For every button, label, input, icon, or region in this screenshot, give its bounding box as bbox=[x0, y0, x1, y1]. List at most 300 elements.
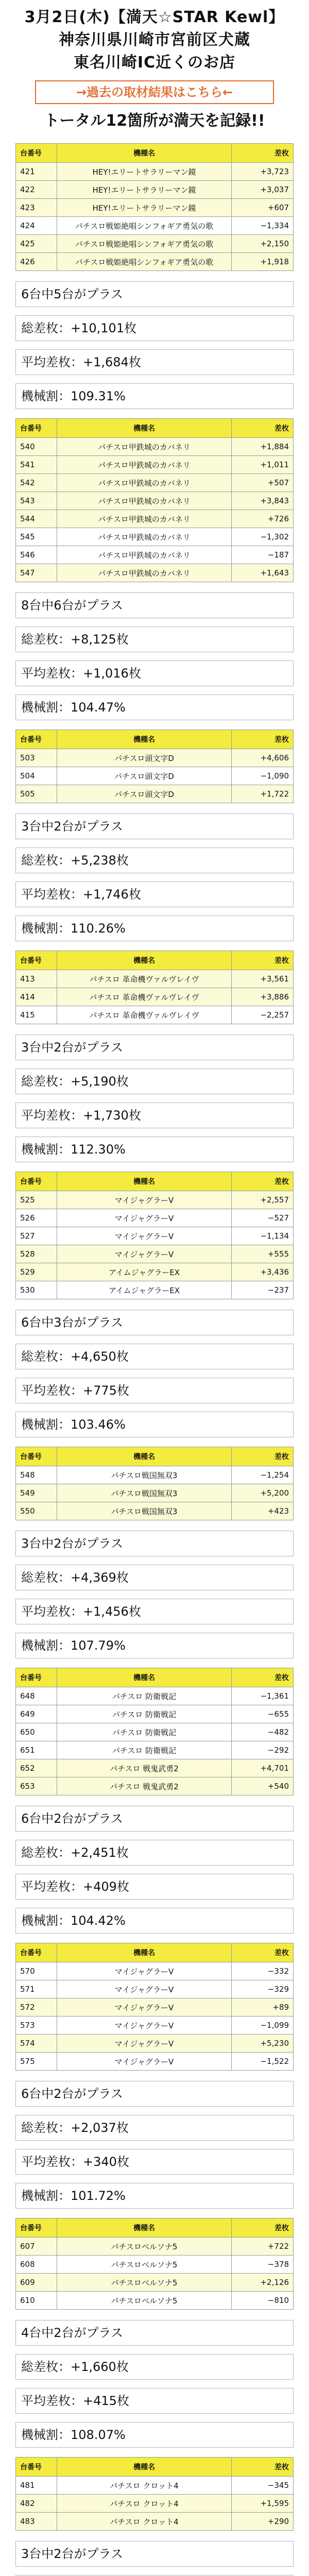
difference-cell: +607 bbox=[232, 199, 294, 217]
total-difference-box: 総差枚：+2,451枚 bbox=[15, 1840, 294, 1866]
model-cell: パチスロ 戦鬼武勇2 bbox=[57, 1777, 232, 1795]
difference-cell: −345 bbox=[232, 2477, 294, 2495]
machine-number-cell: 653 bbox=[16, 1777, 57, 1795]
machine-number-cell: 609 bbox=[16, 2274, 57, 2292]
column-header-machine-number: 台番号 bbox=[16, 1447, 57, 1466]
machine-number-cell: 648 bbox=[16, 1687, 57, 1705]
difference-cell: +2,150 bbox=[232, 235, 294, 253]
payout-rate-box: 機械割：108.07% bbox=[15, 2422, 294, 2448]
machine-number-cell: 503 bbox=[16, 749, 57, 767]
difference-cell: +89 bbox=[232, 1998, 294, 2016]
table-header-row bbox=[16, 419, 294, 438]
table-header-row bbox=[16, 2218, 294, 2238]
difference-cell: +1,884 bbox=[232, 438, 294, 456]
difference-cell: +2,557 bbox=[232, 1191, 294, 1209]
table-row bbox=[16, 2238, 294, 2256]
model-cell: パチスロ 革命機ヴァルヴレイヴ bbox=[57, 1006, 232, 1024]
table-row bbox=[16, 1006, 294, 1024]
table-row bbox=[16, 1723, 294, 1741]
result-section bbox=[0, 1172, 309, 1437]
machine-number-cell: 425 bbox=[16, 235, 57, 253]
column-header-machine-number: 台番号 bbox=[16, 730, 57, 749]
machine-number-cell: 530 bbox=[16, 1281, 57, 1299]
headline: トータル12箇所が満天を記録!! bbox=[44, 112, 265, 130]
table-row bbox=[16, 564, 294, 582]
table-row bbox=[16, 2016, 294, 2035]
machine-number-cell: 651 bbox=[16, 1741, 57, 1759]
model-cell: パチスロ頭文字D bbox=[57, 749, 232, 767]
difference-cell: +1,011 bbox=[232, 456, 294, 474]
model-cell: パチスロ甲鉄城のカバネリ bbox=[57, 510, 232, 528]
machine-number-cell: 610 bbox=[16, 2292, 57, 2310]
average-difference-box: 平均差枚：+1,746枚 bbox=[15, 882, 294, 907]
difference-cell: +3,723 bbox=[232, 163, 294, 181]
difference-cell: −1,361 bbox=[232, 1687, 294, 1705]
machine-number-cell: 545 bbox=[16, 528, 57, 546]
column-header-machine-number: 台番号 bbox=[16, 2218, 57, 2238]
table-row bbox=[16, 528, 294, 546]
table-row bbox=[16, 1245, 294, 1263]
machine-number-cell: 649 bbox=[16, 1705, 57, 1723]
model-cell: マイジャグラーV bbox=[57, 1191, 232, 1209]
table-row bbox=[16, 1759, 294, 1777]
difference-cell: −187 bbox=[232, 546, 294, 564]
table-header-row bbox=[16, 1447, 294, 1466]
table-row bbox=[16, 988, 294, 1006]
difference-cell: +3,843 bbox=[232, 492, 294, 510]
section-summary bbox=[15, 1035, 294, 1162]
column-header-difference: 差枚 bbox=[232, 2458, 294, 2477]
machine-number-cell: 607 bbox=[16, 2238, 57, 2256]
table-header-row bbox=[16, 2458, 294, 2477]
table-row bbox=[16, 456, 294, 474]
results-table bbox=[15, 1172, 294, 1299]
difference-cell: +290 bbox=[232, 2513, 294, 2531]
table-row bbox=[16, 181, 294, 199]
sections bbox=[0, 143, 309, 2576]
model-cell: パチスロ戦姫絶唱シンフォギア勇気の歌 bbox=[57, 217, 232, 235]
machine-number-cell: 574 bbox=[16, 2035, 57, 2053]
model-cell: パチスロベルソナ5 bbox=[57, 2292, 232, 2310]
model-cell: マイジャグラーV bbox=[57, 1227, 232, 1245]
plus-count-box: 3台中2台がプラス bbox=[15, 2541, 294, 2567]
machine-number-cell: 572 bbox=[16, 1998, 57, 2016]
table-row bbox=[16, 749, 294, 767]
difference-cell: −378 bbox=[232, 2256, 294, 2274]
average-difference-box: 平均差枚：+415枚 bbox=[15, 2388, 294, 2414]
machine-number-cell: 540 bbox=[16, 438, 57, 456]
difference-cell: −332 bbox=[232, 1962, 294, 1980]
machine-number-cell: 413 bbox=[16, 970, 57, 988]
table-row bbox=[16, 1466, 294, 1484]
column-header-model: 機種名 bbox=[57, 1943, 232, 1962]
column-header-difference: 差枚 bbox=[232, 1943, 294, 1962]
model-cell: マイジャグラーV bbox=[57, 1980, 232, 1998]
difference-cell: +1,643 bbox=[232, 564, 294, 582]
average-difference-box: 平均差枚：+409枚 bbox=[15, 1874, 294, 1900]
plus-count-box: 3台中2台がプラス bbox=[15, 1035, 294, 1060]
table-header-row bbox=[16, 144, 294, 163]
difference-cell: +540 bbox=[232, 1777, 294, 1795]
machine-number-cell: 570 bbox=[16, 1962, 57, 1980]
difference-cell: +4,606 bbox=[232, 749, 294, 767]
model-cell: パチスロ甲鉄城のカバネリ bbox=[57, 474, 232, 492]
table-row bbox=[16, 1227, 294, 1245]
model-cell: HEY!エリートサラリーマン鏡 bbox=[57, 163, 232, 181]
result-section bbox=[0, 2218, 309, 2448]
model-cell: パチスロ 防衛戦記 bbox=[57, 1741, 232, 1759]
table-row bbox=[16, 1502, 294, 1520]
difference-cell: −655 bbox=[232, 1705, 294, 1723]
table-row bbox=[16, 2053, 294, 2071]
table-row bbox=[16, 2035, 294, 2053]
difference-cell: +3,436 bbox=[232, 1263, 294, 1281]
table-row bbox=[16, 217, 294, 235]
total-difference-box: 総差枚：+10,101枚 bbox=[15, 315, 294, 341]
difference-cell: −527 bbox=[232, 1209, 294, 1227]
difference-cell: −1,090 bbox=[232, 767, 294, 785]
table-row bbox=[16, 546, 294, 564]
plus-count-box: 8台中6台がプラス bbox=[15, 592, 294, 618]
table-row bbox=[16, 2292, 294, 2310]
difference-cell: +722 bbox=[232, 2238, 294, 2256]
table-row bbox=[16, 1191, 294, 1209]
machine-number-cell: 544 bbox=[16, 510, 57, 528]
machine-number-cell: 547 bbox=[16, 564, 57, 582]
results-table bbox=[15, 2457, 294, 2531]
machine-number-cell: 575 bbox=[16, 2053, 57, 2071]
machine-number-cell: 505 bbox=[16, 785, 57, 803]
payout-rate-box: 機械割：110.26% bbox=[15, 916, 294, 941]
column-header-difference: 差枚 bbox=[232, 419, 294, 438]
plus-count-box: 4台中2台がプラス bbox=[15, 2320, 294, 2346]
difference-cell: −810 bbox=[232, 2292, 294, 2310]
section-summary bbox=[15, 1531, 294, 1658]
model-cell: パチスロ戦姫絶唱シンフォギア勇気の歌 bbox=[57, 235, 232, 253]
model-cell: パチスロ甲鉄城のカバネリ bbox=[57, 492, 232, 510]
table-header-row bbox=[16, 1668, 294, 1687]
result-section bbox=[0, 143, 309, 409]
machine-number-cell: 542 bbox=[16, 474, 57, 492]
model-cell: パチスロ 防衛戦記 bbox=[57, 1705, 232, 1723]
result-section bbox=[0, 1668, 309, 1934]
results-table bbox=[15, 951, 294, 1024]
machine-number-cell: 525 bbox=[16, 1191, 57, 1209]
column-header-machine-number: 台番号 bbox=[16, 1943, 57, 1962]
model-cell: アイムジャグラーEX bbox=[57, 1263, 232, 1281]
table-row bbox=[16, 1263, 294, 1281]
total-difference-box: 総差枚：+4,650枚 bbox=[15, 1344, 294, 1369]
column-header-model: 機種名 bbox=[57, 2218, 232, 2238]
model-cell: パチスロ甲鉄城のカバネリ bbox=[57, 546, 232, 564]
table-row bbox=[16, 1209, 294, 1227]
column-header-model: 機種名 bbox=[57, 1668, 232, 1687]
machine-number-cell: 481 bbox=[16, 2477, 57, 2495]
average-difference-box: 平均差枚：+1,730枚 bbox=[15, 1103, 294, 1128]
table-header-row bbox=[16, 951, 294, 970]
column-header-machine-number: 台番号 bbox=[16, 1668, 57, 1687]
difference-cell: +726 bbox=[232, 510, 294, 528]
total-difference-box: 総差枚：+4,369枚 bbox=[15, 1565, 294, 1590]
model-cell: パチスロ クロット4 bbox=[57, 2477, 232, 2495]
model-cell: パチスロ 戦鬼武勇2 bbox=[57, 1759, 232, 1777]
page-subtitle-location: 神奈川県川崎市宮前区犬蔵 bbox=[59, 31, 250, 49]
machine-number-cell: 414 bbox=[16, 988, 57, 1006]
column-header-difference: 差枚 bbox=[232, 951, 294, 970]
section-summary bbox=[15, 2541, 294, 2576]
difference-cell: +3,886 bbox=[232, 988, 294, 1006]
column-header-difference: 差枚 bbox=[232, 144, 294, 163]
payout-rate-box: 機械割：109.31% bbox=[15, 383, 294, 409]
difference-cell: −1,302 bbox=[232, 528, 294, 546]
table-row bbox=[16, 2256, 294, 2274]
machine-number-cell: 571 bbox=[16, 1980, 57, 1998]
column-header-model: 機種名 bbox=[57, 951, 232, 970]
machine-number-cell: 528 bbox=[16, 1245, 57, 1263]
model-cell: パチスロベルソナ5 bbox=[57, 2274, 232, 2292]
table-row bbox=[16, 2513, 294, 2531]
result-section bbox=[0, 1447, 309, 1658]
machine-number-cell: 423 bbox=[16, 199, 57, 217]
payout-rate-box: 機械割：112.30% bbox=[15, 1137, 294, 1162]
total-difference-box: 総差枚：+1,660枚 bbox=[15, 2354, 294, 2380]
page-title: 3月2日(木)【満天☆STAR Kewl】 bbox=[24, 8, 285, 26]
result-section bbox=[0, 1943, 309, 2209]
difference-cell: −482 bbox=[232, 1723, 294, 1741]
model-cell: パチスロ クロット4 bbox=[57, 2513, 232, 2531]
table-row bbox=[16, 510, 294, 528]
table-row bbox=[16, 438, 294, 456]
table-row bbox=[16, 1741, 294, 1759]
difference-cell: −1,099 bbox=[232, 2016, 294, 2035]
difference-cell: −1,522 bbox=[232, 2053, 294, 2071]
model-cell: HEY!エリートサラリーマン鏡 bbox=[57, 199, 232, 217]
model-cell: パチスロ戦姫絶唱シンフォギア勇気の歌 bbox=[57, 253, 232, 271]
column-header-model: 機種名 bbox=[57, 1447, 232, 1466]
machine-number-cell: 650 bbox=[16, 1723, 57, 1741]
column-header-machine-number: 台番号 bbox=[16, 144, 57, 163]
difference-cell: +555 bbox=[232, 1245, 294, 1263]
result-section bbox=[0, 951, 309, 1162]
results-table bbox=[15, 1943, 294, 2071]
results-table bbox=[15, 143, 294, 271]
payout-rate-box: 機械割：107.79% bbox=[15, 1633, 294, 1658]
table-row bbox=[16, 2495, 294, 2513]
model-cell: マイジャグラーV bbox=[57, 1209, 232, 1227]
column-header-model: 機種名 bbox=[57, 730, 232, 749]
table-row bbox=[16, 163, 294, 181]
model-cell: パチスロ頭文字D bbox=[57, 767, 232, 785]
machine-number-cell: 482 bbox=[16, 2495, 57, 2513]
model-cell: マイジャグラーV bbox=[57, 1998, 232, 2016]
difference-cell: +423 bbox=[232, 1502, 294, 1520]
model-cell: パチスロ 防衛戦記 bbox=[57, 1723, 232, 1741]
total-difference-box: 総差枚：+8,125枚 bbox=[15, 626, 294, 652]
machine-number-cell: 548 bbox=[16, 1466, 57, 1484]
model-cell: マイジャグラーV bbox=[57, 2035, 232, 2053]
difference-cell: +1,918 bbox=[232, 253, 294, 271]
model-cell: マイジャグラーV bbox=[57, 1962, 232, 1980]
table-row bbox=[16, 1705, 294, 1723]
model-cell: パチスロ頭文字D bbox=[57, 785, 232, 803]
plus-count-box: 3台中2台がプラス bbox=[15, 1531, 294, 1556]
table-row bbox=[16, 253, 294, 271]
table-row bbox=[16, 2477, 294, 2495]
model-cell: パチスロ 革命機ヴァルヴレイヴ bbox=[57, 970, 232, 988]
table-header-row bbox=[16, 730, 294, 749]
result-section bbox=[0, 418, 309, 720]
section-summary bbox=[15, 1310, 294, 1437]
machine-number-cell: 529 bbox=[16, 1263, 57, 1281]
section-summary bbox=[15, 281, 294, 409]
difference-cell: +3,561 bbox=[232, 970, 294, 988]
section-summary bbox=[15, 2320, 294, 2448]
plus-count-box: 6台中3台がプラス bbox=[15, 1310, 294, 1335]
total-difference-box: 総差枚：+5,190枚 bbox=[15, 1069, 294, 1094]
title-block bbox=[0, 0, 309, 74]
section-summary bbox=[15, 1806, 294, 1934]
difference-cell: −329 bbox=[232, 1980, 294, 1998]
machine-number-cell: 550 bbox=[16, 1502, 57, 1520]
average-difference-box: 平均差枚：+1,016枚 bbox=[15, 660, 294, 686]
total-difference-box: 総差枚：+2,037枚 bbox=[15, 2115, 294, 2141]
machine-number-cell: 426 bbox=[16, 253, 57, 271]
machine-number-cell: 546 bbox=[16, 546, 57, 564]
section-summary bbox=[15, 592, 294, 720]
past-results-link[interactable]: →過去の取材結果はこちら← bbox=[35, 80, 274, 104]
payout-rate-box: 機械割：103.46% bbox=[15, 1412, 294, 1437]
model-cell: パチスロベルソナ5 bbox=[57, 2256, 232, 2274]
machine-number-cell: 573 bbox=[16, 2016, 57, 2035]
results-table bbox=[15, 418, 294, 582]
model-cell: パチスロ甲鉄城のカバネリ bbox=[57, 456, 232, 474]
model-cell: パチスロ甲鉄城のカバネリ bbox=[57, 438, 232, 456]
table-row bbox=[16, 785, 294, 803]
result-section bbox=[0, 2457, 309, 2576]
machine-number-cell: 424 bbox=[16, 217, 57, 235]
machine-number-cell: 541 bbox=[16, 456, 57, 474]
table-row bbox=[16, 1962, 294, 1980]
table-row bbox=[16, 1998, 294, 2016]
difference-cell: −237 bbox=[232, 1281, 294, 1299]
model-cell: パチスロ クロット4 bbox=[57, 2495, 232, 2513]
machine-number-cell: 422 bbox=[16, 181, 57, 199]
model-cell: パチスロ甲鉄城のカバネリ bbox=[57, 528, 232, 546]
model-cell: パチスロ戦国無双3 bbox=[57, 1502, 232, 1520]
table-row bbox=[16, 474, 294, 492]
page-subtitle-access: 東名川崎IC近くのお店 bbox=[73, 54, 236, 72]
difference-cell: −1,134 bbox=[232, 1227, 294, 1245]
column-header-difference: 差枚 bbox=[232, 730, 294, 749]
model-cell: マイジャグラーV bbox=[57, 2016, 232, 2035]
section-summary bbox=[15, 2081, 294, 2209]
machine-number-cell: 549 bbox=[16, 1484, 57, 1502]
model-cell: マイジャグラーV bbox=[57, 2053, 232, 2071]
model-cell: パチスロ甲鉄城のカバネリ bbox=[57, 564, 232, 582]
plus-count-box: 6台中2台がプラス bbox=[15, 1806, 294, 1832]
column-header-difference: 差枚 bbox=[232, 1172, 294, 1191]
difference-cell: +507 bbox=[232, 474, 294, 492]
table-row bbox=[16, 970, 294, 988]
difference-cell: +1,595 bbox=[232, 2495, 294, 2513]
model-cell: パチスロ戦国無双3 bbox=[57, 1466, 232, 1484]
results-table bbox=[15, 1668, 294, 1795]
model-cell: アイムジャグラーEX bbox=[57, 1281, 232, 1299]
table-row bbox=[16, 1484, 294, 1502]
machine-number-cell: 504 bbox=[16, 767, 57, 785]
difference-cell: +4,701 bbox=[232, 1759, 294, 1777]
model-cell: パチスロ戦国無双3 bbox=[57, 1484, 232, 1502]
column-header-machine-number: 台番号 bbox=[16, 2458, 57, 2477]
average-difference-box: 平均差枚：+775枚 bbox=[15, 1378, 294, 1403]
machine-number-cell: 526 bbox=[16, 1209, 57, 1227]
column-header-model: 機種名 bbox=[57, 144, 232, 163]
payout-rate-box: 機械割：104.42% bbox=[15, 1908, 294, 1934]
model-cell: HEY!エリートサラリーマン鏡 bbox=[57, 181, 232, 199]
payout-rate-box: 機械割：101.72% bbox=[15, 2183, 294, 2209]
difference-cell: −2,257 bbox=[232, 1006, 294, 1024]
difference-cell: +5,230 bbox=[232, 2035, 294, 2053]
column-header-model: 機種名 bbox=[57, 1172, 232, 1191]
machine-number-cell: 652 bbox=[16, 1759, 57, 1777]
table-row bbox=[16, 235, 294, 253]
column-header-machine-number: 台番号 bbox=[16, 1172, 57, 1191]
difference-cell: +3,037 bbox=[232, 181, 294, 199]
table-row bbox=[16, 767, 294, 785]
column-header-machine-number: 台番号 bbox=[16, 419, 57, 438]
section-summary bbox=[15, 814, 294, 941]
machine-number-cell: 415 bbox=[16, 1006, 57, 1024]
payout-rate-box: 機械割：104.47% bbox=[15, 694, 294, 720]
model-cell: マイジャグラーV bbox=[57, 1245, 232, 1263]
table-row bbox=[16, 2274, 294, 2292]
machine-number-cell: 483 bbox=[16, 2513, 57, 2531]
table-header-row bbox=[16, 1943, 294, 1962]
table-row bbox=[16, 1687, 294, 1705]
difference-cell: +2,126 bbox=[232, 2274, 294, 2292]
machine-number-cell: 543 bbox=[16, 492, 57, 510]
average-difference-box: 平均差枚：+1,684枚 bbox=[15, 349, 294, 375]
column-header-model: 機種名 bbox=[57, 419, 232, 438]
difference-cell: +1,722 bbox=[232, 785, 294, 803]
difference-cell: +5,200 bbox=[232, 1484, 294, 1502]
plus-count-box: 6台中2台がプラス bbox=[15, 2081, 294, 2107]
machine-number-cell: 608 bbox=[16, 2256, 57, 2274]
table-row bbox=[16, 492, 294, 510]
results-table bbox=[15, 1447, 294, 1520]
result-section bbox=[0, 730, 309, 941]
plus-count-box: 6台中5台がプラス bbox=[15, 281, 294, 307]
results-table bbox=[15, 2218, 294, 2310]
column-header-difference: 差枚 bbox=[232, 2218, 294, 2238]
results-table bbox=[15, 730, 294, 803]
difference-cell: −292 bbox=[232, 1741, 294, 1759]
column-header-machine-number: 台番号 bbox=[16, 951, 57, 970]
table-row bbox=[16, 199, 294, 217]
average-difference-box: 平均差枚：+1,456枚 bbox=[15, 1599, 294, 1624]
model-cell: パチスロ 革命機ヴァルヴレイヴ bbox=[57, 988, 232, 1006]
column-header-difference: 差枚 bbox=[232, 1668, 294, 1687]
machine-number-cell: 421 bbox=[16, 163, 57, 181]
model-cell: パチスロ 防衛戦記 bbox=[57, 1687, 232, 1705]
column-header-model: 機種名 bbox=[57, 2458, 232, 2477]
difference-cell: −1,254 bbox=[232, 1466, 294, 1484]
plus-count-box: 3台中2台がプラス bbox=[15, 814, 294, 839]
difference-cell: −1,334 bbox=[232, 217, 294, 235]
column-header-difference: 差枚 bbox=[232, 1447, 294, 1466]
total-difference-box: 総差枚：+5,238枚 bbox=[15, 848, 294, 873]
table-header-row bbox=[16, 1172, 294, 1191]
